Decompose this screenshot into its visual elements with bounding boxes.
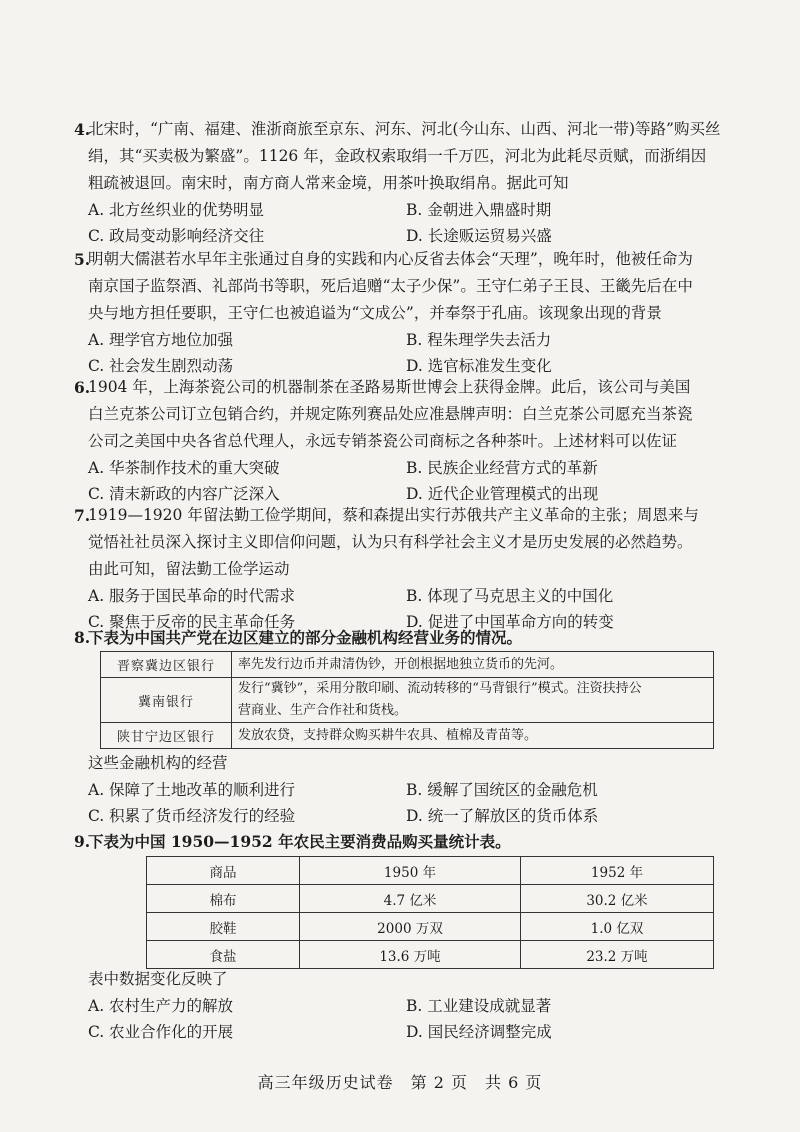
question-text-line: 白兰克茶公司订立包销合约，并规定陈列赛品处应准悬牌声明：白兰克茶公司愿充当茶瓷 — [88, 405, 693, 423]
option-a[interactable]: A. 服务于国民革命的时代需求 — [88, 587, 296, 605]
business-line: 营商业、生产合作社和货栈。 — [238, 703, 408, 718]
option-a[interactable]: A. 理学官方地位加强 — [88, 331, 234, 349]
table-cell: 30.2 亿米 — [521, 885, 714, 913]
option-a[interactable]: A. 华茶制作技术的重大突破 — [88, 459, 280, 477]
finance-institutions-table — [100, 651, 714, 749]
page-footer: 高三年级历史试卷 第 2 页 共 6 页 — [257, 1073, 543, 1092]
question-text-line: 觉悟社社员深入探讨主义即信仰问题，认为只有科学社会主义才是历史发展的必然趋势。 — [88, 533, 693, 551]
question-text-line: 表中数据变化反映了 — [88, 970, 228, 988]
institution-business — [232, 652, 714, 678]
table-row — [147, 885, 714, 913]
options — [88, 455, 718, 507]
table-row — [101, 652, 714, 678]
column-header: 1952 年 — [521, 857, 714, 885]
option-d[interactable]: D. 国民经济调整完成 — [406, 1023, 552, 1041]
question-text-line: 粗疏被退回。南宋时，南方商人常来金境，用茶叶换取绢帛。据此可知 — [88, 174, 569, 192]
question-text-line: 绢，其“买卖极为繁盛”。1126 年，金政权索取绢一千万匹，河北为此耗尽贡赋，而浙绢因 — [88, 147, 707, 165]
question-number: 4. — [74, 120, 91, 139]
option-c[interactable]: C. 积累了货币经济发行的经验 — [88, 807, 296, 825]
question-number: 8. — [74, 628, 91, 647]
question-5 — [74, 246, 718, 379]
table-cell: 食盐 — [147, 941, 300, 969]
question-text-line: 1919—1920 年留法勤工俭学期间，蔡和森提出实行苏俄共产主义革命的主张；周恩来与 — [88, 506, 699, 524]
question-7 — [74, 502, 718, 635]
option-d[interactable]: D. 统一了解放区的货币体系 — [406, 807, 599, 825]
question-9-options — [88, 966, 718, 1045]
question-text-line: 下表为中国共产党在边区建立的部分金融机构经营业务的情况。 — [88, 628, 523, 647]
option-b[interactable]: B. 金朝进入鼎盛时期 — [406, 201, 552, 219]
table-row — [101, 678, 714, 723]
question-text-line: 由此可知，留法勤工俭学运动 — [88, 560, 290, 578]
question-number: 6. — [74, 378, 91, 397]
options — [88, 327, 718, 379]
table-cell: 4.7 亿米 — [300, 885, 521, 913]
institution-name: 陕甘宁边区银行 — [101, 723, 232, 749]
table-cell: 2000 万双 — [300, 913, 521, 941]
option-b[interactable]: B. 民族企业经营方式的革新 — [406, 459, 598, 477]
option-b[interactable]: B. 体现了马克思主义的中国化 — [406, 587, 614, 605]
table-row — [101, 723, 714, 749]
table-cell: 棉布 — [147, 885, 300, 913]
options — [88, 777, 718, 829]
question-number: 9. — [74, 832, 91, 851]
options — [88, 993, 718, 1045]
question-text-line: 下表为中国 1950—1952 年农民主要消费品购买量统计表。 — [88, 832, 511, 851]
question-6 — [74, 374, 718, 507]
option-c[interactable]: C. 社会发生剧烈动荡 — [88, 357, 234, 375]
column-header: 商品 — [147, 857, 300, 885]
question-text-line: 南京国子监祭酒、礼部尚书等职，死后追赠“太子少保”。王守仁弟子王艮、王畿先后在中 — [88, 277, 693, 295]
business-line: 发放农贷，支持群众购买耕牛农具、植棉及青苗等。 — [238, 727, 538, 743]
question-text-line: 公司之美国中央各省总代理人，永远专销茶瓷公司商标之各种茶叶。上述材料可以佐证 — [88, 432, 678, 450]
institution-name: 晋察冀边区银行 — [101, 652, 232, 678]
option-a[interactable]: A. 农村生产力的解放 — [88, 997, 234, 1015]
business-line: 发行“冀钞”，采用分散印刷、流动转移的“马背银行”模式。注资扶持公 — [238, 681, 642, 696]
option-d[interactable]: D. 促进了中国革命方向的转变 — [406, 613, 614, 631]
question-text-line: 1904 年，上海茶瓷公司的机器制茶在圣路易斯世博会上获得金牌。此后，该公司与美国 — [88, 378, 691, 396]
option-d[interactable]: D. 长途贩运贸易兴盛 — [406, 227, 552, 245]
institution-business — [232, 678, 714, 723]
options — [88, 197, 718, 249]
option-a[interactable]: A. 保障了土地改革的顺利进行 — [88, 781, 296, 799]
question-4 — [74, 116, 721, 249]
institution-name: 冀南银行 — [101, 678, 232, 723]
option-b[interactable]: B. 工业建设成就显著 — [406, 997, 552, 1015]
table-row — [147, 913, 714, 941]
table-cell: 23.2 万吨 — [521, 941, 714, 969]
table-cell: 胶鞋 — [147, 913, 300, 941]
question-8 — [74, 624, 718, 651]
table-cell: 1.0 亿双 — [521, 913, 714, 941]
option-c[interactable]: C. 聚焦于反帝的民主革命任务 — [88, 613, 296, 631]
option-c[interactable]: C. 清末新政的内容广泛深入 — [88, 485, 280, 503]
table-cell: 13.6 万吨 — [300, 941, 521, 969]
institution-business — [232, 723, 714, 749]
option-b[interactable]: B. 程朱理学失去活力 — [406, 331, 552, 349]
question-text-line: 明朝大儒湛若水早年主张通过自身的实践和内心反省去体会“天理”，晚年时，他被任命为 — [88, 250, 693, 268]
question-number: 5. — [74, 250, 91, 269]
business-line: 率先发行边币并肃清伪钞，开创根据地独立货币的先河。 — [238, 656, 564, 672]
option-b[interactable]: B. 缓解了国统区的金融危机 — [406, 781, 598, 799]
question-8-options — [88, 750, 718, 829]
question-text-line: 北宋时，“广南、福建、淮浙商旅至京东、河东、河北(今山东、山西、河北一带)等路”购买丝 — [88, 120, 721, 138]
question-text-line: 这些金融机构的经营 — [88, 754, 228, 772]
question-number: 7. — [74, 506, 91, 525]
table-header-row — [147, 857, 714, 885]
question-9 — [74, 828, 718, 855]
option-c[interactable]: C. 农业合作化的开展 — [88, 1023, 234, 1041]
consumption-table — [146, 856, 714, 969]
table-row — [147, 941, 714, 969]
option-a[interactable]: A. 北方丝织业的优势明显 — [88, 201, 265, 219]
option-d[interactable]: D. 近代企业管理模式的出现 — [406, 485, 599, 503]
option-d[interactable]: D. 选官标准发生变化 — [406, 357, 552, 375]
question-text-line: 央与地方担任要职，王守仁也被追谥为“文成公”，并奉祭于孔庙。该现象出现的背景 — [88, 304, 662, 322]
column-header: 1950 年 — [300, 857, 521, 885]
option-c[interactable]: C. 政局变动影响经济交往 — [88, 227, 265, 245]
